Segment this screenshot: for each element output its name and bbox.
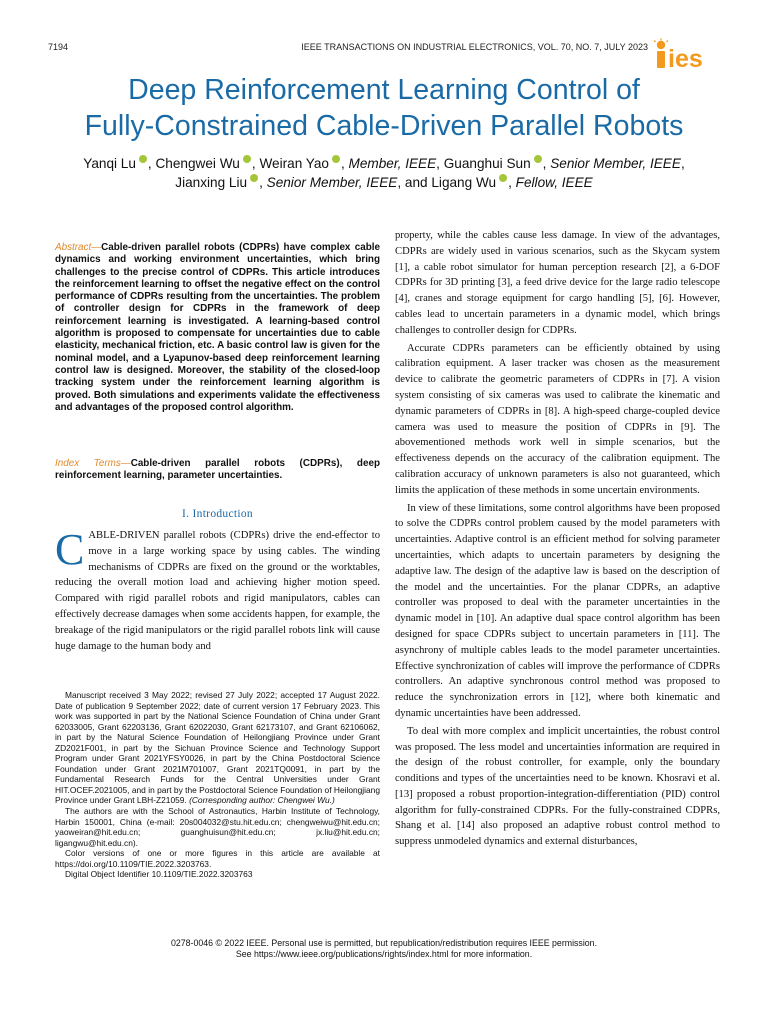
author-name: Chengwei Wu bbox=[155, 156, 240, 171]
first-page-footnote bbox=[55, 690, 380, 880]
author-line-1: Yanqi Lu , Chengwei Wu , Weiran Yao , Member, IEEE, Guanghui Sun , Senior Member, IEEE, bbox=[83, 156, 685, 171]
intro-paragraph bbox=[55, 525, 380, 654]
title-line-1: Deep Reinforcement Learning Control of bbox=[128, 74, 640, 106]
orcid-icon[interactable] bbox=[250, 174, 258, 182]
intro-text: ABLE-DRIVEN parallel robots (CDPRs) drive the end-effector to move in a large working space by using cables. The winding mechanisms of CDPRs are fixed on the ground or the worktables, reducing the overall motion load and achieving higher motion speed. Compared with rigid parallel robots and rigid manipulators, cables can effectively decrease damages when some accidents happen, for example, the breakage of the rigid manipulators or the rigid parallel robots link will cause huge damage to the human body and bbox=[55, 530, 380, 652]
abstract-label: Abstract— bbox=[55, 242, 102, 253]
orcid-icon[interactable] bbox=[534, 155, 542, 163]
orcid-icon[interactable] bbox=[499, 174, 507, 182]
copyright-notice bbox=[90, 938, 678, 960]
drop-cap: C bbox=[55, 525, 85, 574]
page-number: 7194 bbox=[48, 42, 69, 52]
abstract bbox=[55, 242, 380, 414]
copyright-line-1: 0278-0046 © 2022 IEEE. Personal use is permitted, but republication/redistribution requires IEEE permission. bbox=[170, 938, 598, 948]
author-membership: Member, IEEE bbox=[348, 156, 437, 171]
abstract-text: Cable-driven parallel robots (CDPRs) have complex cable dynamics and working environment uncertainties, which bring challenges to the precise control of CDPRs. This article introduces the reinforcement learning to offset the negative effect on the control performance of CDPRs resulting from the uncertainties. The problem of controller design for CDPRs in the framework of deep reinforcement learning is investigated. A learning-based control algorithm is proposed to compensate for uncertainties due to cable elasticity, mechanical friction, etc. A basic control law is given for the nominal model, and a Lyapunov-based deep reinforcement learning control law is designed. Moreover, the stability of the closed-loop tracking system under the reinforcement learning algorithm is proved. Both simulations and experiments validate the effectiveness and advantages of the proposed control algorithm. bbox=[55, 242, 380, 413]
body-paragraph: Accurate CDPRs parameters can be efficiently obtained by using calibration equipment. A laser tracker was chosen as the measurement device to calibrate the geometric parameters of CDPRs in [7]. A vision system consisting of six cameras was used to calibrate the kinematic and dynamic parameters of CDPRs in [8]. A high-speed charge-coupled device camera was used to measure the position of CDPRs in [9]. The abovementioned methods work well in simple scenarios, but the effectiveness depends on the accuracy of the calibration equipment. The calibration accuracy of unknown parameters is also not guaranteed, which limits the application of these methods in some uncertain environments. bbox=[395, 342, 720, 496]
footnote-affiliations: The authors are with the School of Astronautics, Harbin Institute of Technology, Harbin 150001, China (e-mail: 20s004032@stu.hit.edu.cn; chengweiwu@hit.edu.cn; yaoweiran@hit.edu.cn; guanghuisun@hit.edu.cn; jx.liu@hit.edu.cn; ligangwu@hit.edu.cn). bbox=[55, 806, 380, 848]
index-terms-text: Cable-driven parallel robots (CDPRs), deep reinforcement learning, parameter uncertainties. bbox=[55, 458, 380, 482]
section-heading-introduction: I. Introduction bbox=[182, 508, 253, 520]
author-membership: Fellow, IEEE bbox=[515, 175, 593, 190]
author-name: Yanqi Lu bbox=[83, 156, 136, 171]
journal-header: IEEE TRANSACTIONS ON INDUSTRIAL ELECTRONICS, VOL. 70, NO. 7, JULY 2023 bbox=[301, 42, 648, 52]
author-name: Guanghui Sun bbox=[443, 156, 531, 171]
body-paragraph: property, while the cables cause less damage. In view of the advantages, CDPRs are widely used in various scenarios, such as the Skycam system [1], a cable robot simulator for human perception research [2], a 6-DOF CDPRs for 3D printing [3], a feed drive device for the large radio telescope [4], cranes and storage equipment for cargo handling [5], [6]. However, cables lead to uncertain parameters in a dynamic model, which brings challenges to controller design for CDPRs. bbox=[395, 230, 720, 336]
paper-title bbox=[20, 72, 748, 144]
footnote-color-figures: Color versions of one or more figures in this article are available at https://doi.org/10.1109/TIE.2022.3203763. bbox=[55, 848, 380, 869]
index-terms-label: Index Terms— bbox=[55, 458, 131, 469]
author-line-2: Jianxing Liu , Senior Member, IEEE, and Ligang Wu , Fellow, IEEE bbox=[175, 175, 593, 190]
footnote-funding-text: Manuscript received 3 May 2022; revised 27 July 2022; accepted 17 August 2022. Date of publication 9 September 2022; date of current version 17 February 2023. This work was supported in part by the National Science Foundation of China under Grant 62033005, Grant 62203136, Grant 62022030, Grant 62173107, and Grant 62106062, in part by the Natural Science Foundation of Heilongjiang Province under Grant ZD2021F001, in part by the Sichuan Province Science and Technology Support Program under Grant 2021YFSY0026, in part by the China Postdoctoral Science Foundation under Grant 2021M701007, Grant 2021TQ0091, in part by the Fundamental Research Funds for the Central Universities under Grant HIT.OCEF.2021005, and in part by the Postdoctoral Science Foundation of Heilongjiang Province under Grant LBH-Z21059. bbox=[55, 690, 380, 806]
body-paragraph: To deal with more complex and implicit uncertainties, the robust control was proposed. The less model and uncertainties information are required in the design of the robust controller, for example, only the boundary conditions and types of the uncertainties need to be known. Khosravi et al. [13] proposed a robust proportion-integration-differentiation (PID) control algorithm for fully-constrained CDPRs. For the fully-constrained CDPRs, Shang et al. [14] also proposed an adaptive robust control method to suppress unmodeled dynamics and external disturbances, bbox=[395, 725, 720, 848]
copyright-line-2: See https://www.ieee.org/publications/rights/index.html for more information. bbox=[235, 949, 533, 959]
author-membership: Senior Member, IEEE bbox=[550, 156, 681, 171]
right-column bbox=[395, 228, 720, 852]
body-paragraph: In view of these limitations, some control algorithms have been proposed to solve the CDPRs control problem caused by the model parameters with uncertainties. Adaptive control is an efficient method for solving parameter uncertainties, which adapts to uncertain parameters by designing the adaptive law. The design of the adaptive law is based on the description of the model and the uncertainties. For the planar CDPRs, an adaptive controller was proposed to deal with the parameter uncertainties in the dynamic model in [10]. An adaptive dual space control algorithm has been designed for space CDPRs subject to uncertain parameters in [11]. The asynchrony of multiple cables leads to the model parameter uncertainties. Effective synchronization of cables will improve the performance of CDPRs controllers. An adaptive synchronous control method was proposed to reduce the synchronization errors in [12], where both kinematic and dynamic uncertainties have been addressed. bbox=[395, 502, 720, 719]
index-terms bbox=[55, 458, 380, 483]
author-name: Weiran Yao bbox=[259, 156, 329, 171]
ies-logo bbox=[650, 38, 722, 72]
author-list bbox=[30, 154, 738, 192]
corresponding-author: (Corresponding author: Chengwei Wu.) bbox=[189, 795, 335, 806]
ies-logo-text: ies bbox=[668, 45, 703, 72]
orcid-icon[interactable] bbox=[332, 155, 340, 163]
orcid-icon[interactable] bbox=[139, 155, 147, 163]
footnote-funding bbox=[55, 690, 380, 806]
footnote-doi: Digital Object Identifier 10.1109/TIE.2022.3203763 bbox=[65, 869, 253, 880]
author-name: Ligang Wu bbox=[431, 175, 497, 190]
author-name: Jianxing Liu bbox=[175, 175, 248, 190]
author-membership: Senior Member, IEEE bbox=[266, 175, 398, 190]
title-line-2: Fully-Constrained Cable-Driven Parallel Robots bbox=[84, 110, 684, 142]
orcid-icon[interactable] bbox=[243, 155, 251, 163]
